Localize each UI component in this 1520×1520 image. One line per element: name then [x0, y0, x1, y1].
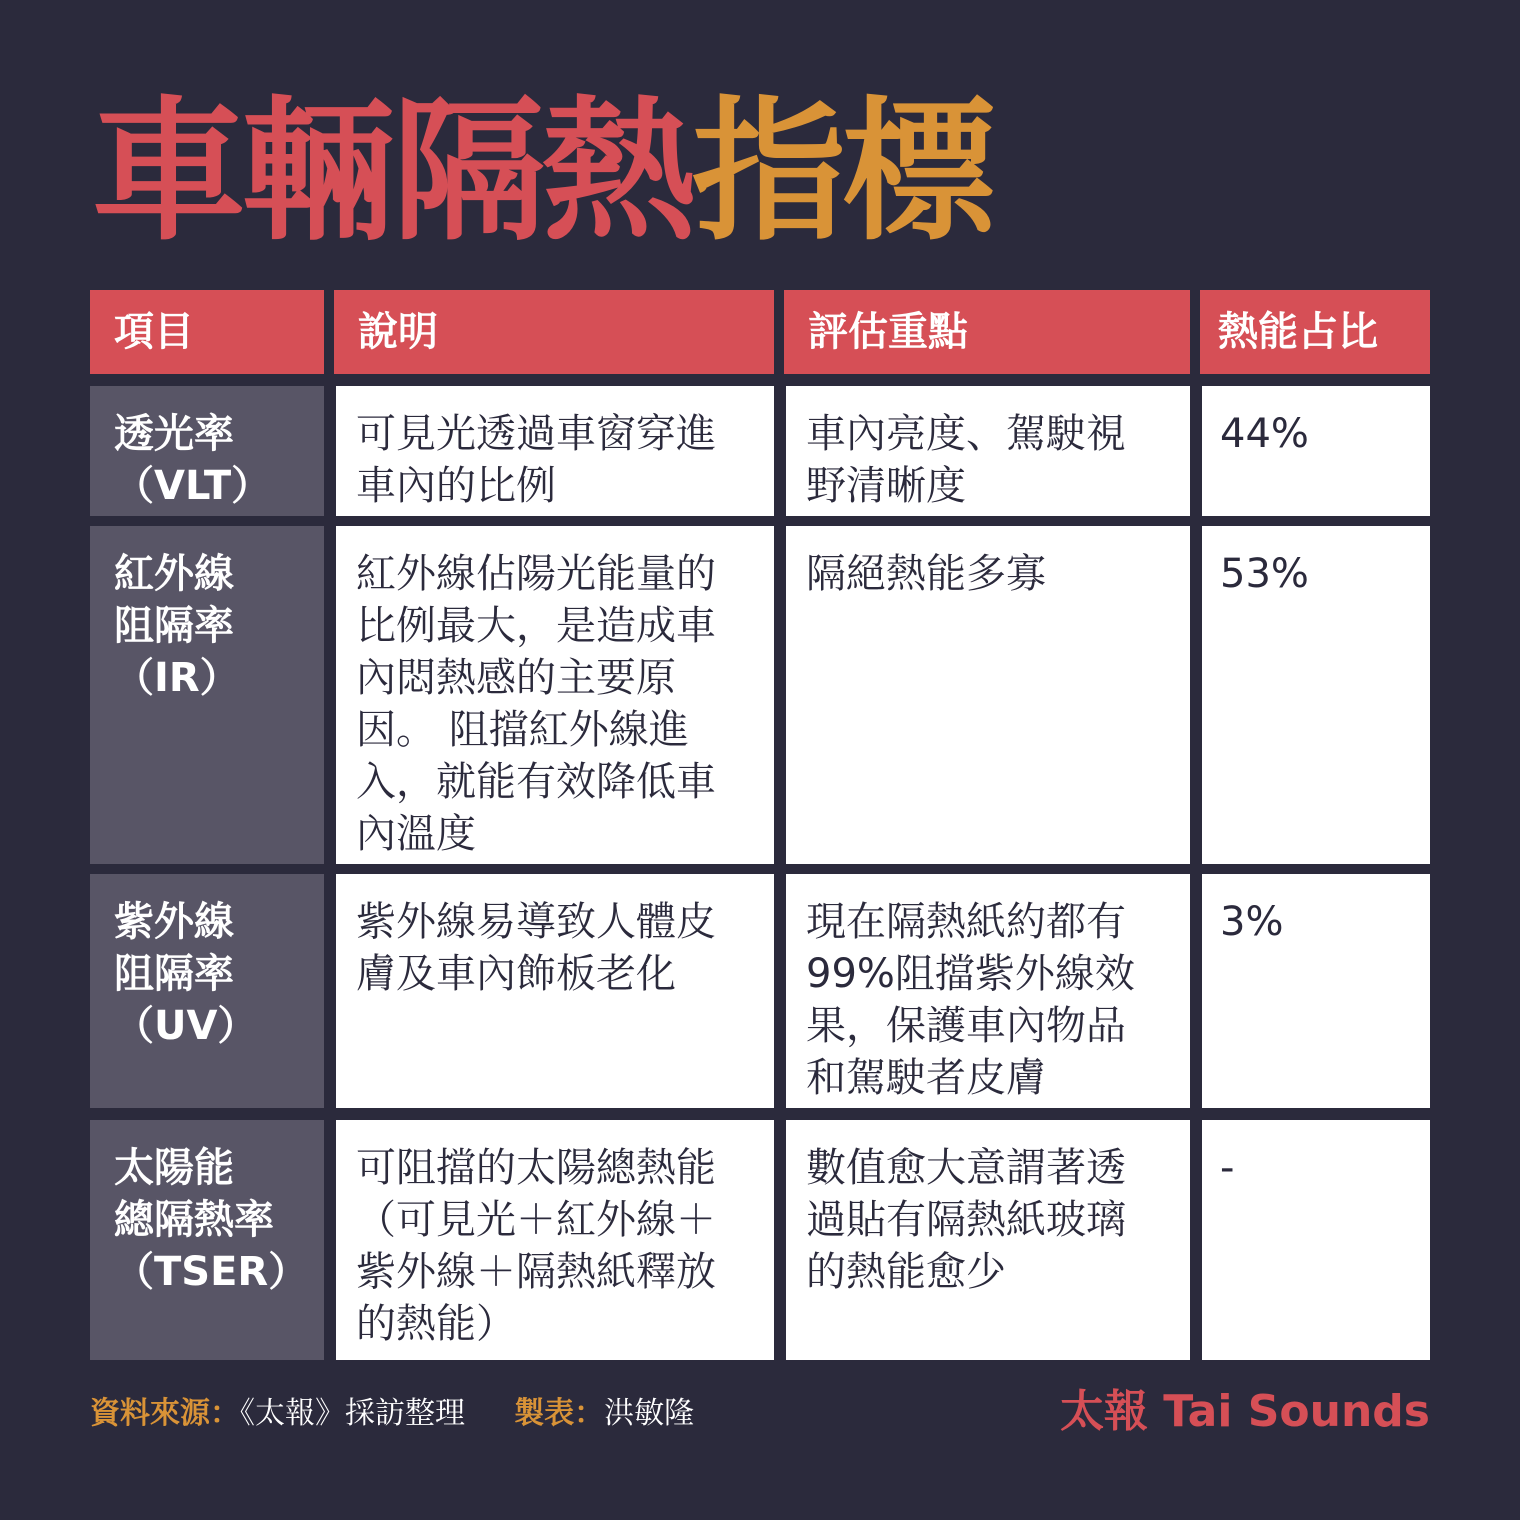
row-uv-share — [1202, 874, 1430, 1108]
row-uv-evaluation-text: 現在隔熱紙約都有 99%阻擋紫外線效 果，保護車內物品 和駕駛者皮膚 — [806, 899, 1135, 1101]
title-part-orange: 指標 — [692, 83, 993, 262]
row-vlt-share-text: 44% — [1220, 411, 1309, 457]
row-ir-description-text: 紅外線佔陽光能量的 比例最大，是造成車 內悶熱感的主要原 因。 阻擋紅外線進 入，就能有效降低車 內溫度 — [356, 551, 716, 857]
row-vlt-share — [1202, 386, 1430, 516]
row-ir-share — [1202, 526, 1430, 864]
title-part-red: 車輛隔熱 — [92, 83, 693, 262]
source-label: 資料來源： — [90, 1396, 240, 1431]
header-description: 說明 — [334, 290, 774, 374]
header-item: 項目 — [90, 290, 324, 374]
row-ir-evaluation-text: 隔絕熱能多寡 — [806, 551, 1046, 597]
row-ir-item — [90, 526, 324, 864]
row-vlt-evaluation-text: 車內亮度、駕駛視 野清晰度 — [806, 411, 1126, 509]
row-vlt-item — [90, 386, 324, 516]
page-title — [92, 78, 992, 268]
row-ir-evaluation — [786, 526, 1190, 864]
row-ir-description — [336, 526, 774, 864]
row-uv-description — [336, 874, 774, 1108]
row-tser-description — [336, 1120, 774, 1360]
footer-source — [90, 1390, 694, 1438]
row-tser-evaluation-text: 數值愈大意謂著透 過貼有隔熱紙玻璃 的熱能愈少 — [806, 1145, 1126, 1295]
row-vlt-item-text: 透光率 （VLT） — [114, 411, 272, 509]
row-tser-share — [1202, 1120, 1430, 1360]
row-uv-evaluation — [786, 874, 1190, 1108]
row-uv-share-text: 3% — [1220, 899, 1284, 945]
row-tser-evaluation — [786, 1120, 1190, 1360]
row-tser-item-text: 太陽能 總隔熱率 （TSER） — [114, 1145, 309, 1295]
header-evaluation: 評估重點 — [784, 290, 1190, 374]
row-vlt-description-text: 可見光透過車窗穿進 車內的比例 — [356, 411, 716, 509]
row-tser-description-text: 可阻擋的太陽總熱能 （可見光＋紅外線＋ 紫外線＋隔熱紙釋放 的熱能） — [356, 1145, 716, 1347]
row-ir-share-text: 53% — [1220, 551, 1309, 597]
row-vlt-evaluation — [786, 386, 1190, 516]
maker-label: 製表： — [514, 1396, 605, 1431]
source-text: 《太報》採訪整理 — [240, 1396, 465, 1431]
row-tser-item — [90, 1120, 324, 1360]
row-vlt-description — [336, 386, 774, 516]
row-ir-item-text: 紅外線 阻隔率 （IR） — [114, 551, 240, 701]
row-tser-share-text: - — [1220, 1145, 1235, 1191]
row-uv-description-text: 紫外線易導致人體皮 膚及車內飾板老化 — [356, 899, 716, 997]
row-uv-item — [90, 874, 324, 1108]
row-uv-item-text: 紫外線 阻隔率 （UV） — [114, 899, 258, 1049]
header-heat-share: 熱能占比 — [1200, 290, 1430, 374]
brand-logo-text: 太報 Tai Sounds — [1059, 1386, 1430, 1437]
maker-text: 洪敏隆 — [604, 1396, 695, 1431]
